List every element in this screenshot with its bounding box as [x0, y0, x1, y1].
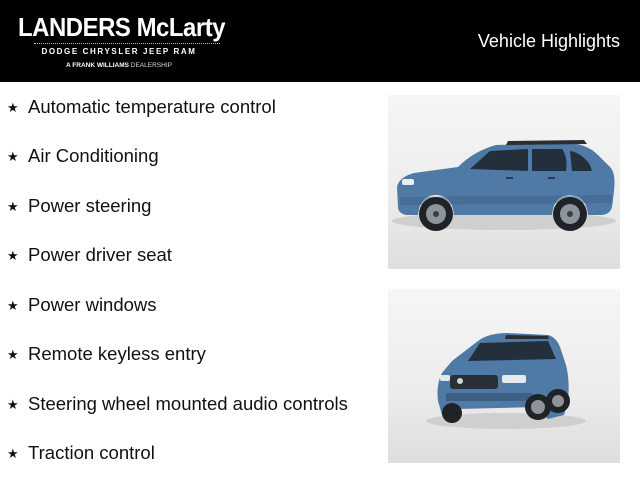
star-icon: ★ [7, 99, 19, 115]
feature-item [7, 389, 348, 419]
feature-label: Power driver seat [28, 244, 172, 265]
suv-front-illustration [388, 289, 620, 463]
feature-label: Power windows [28, 294, 157, 315]
star-icon: ★ [7, 396, 19, 412]
vehicle-photo-side[interactable] [388, 95, 620, 269]
feature-label: Traction control [28, 442, 155, 463]
feature-item [7, 191, 151, 221]
logo-brands: DODGE CHRYSLER JEEP RAM [41, 47, 197, 56]
feature-label: Steering wheel mounted audio controls [28, 393, 348, 414]
star-icon: ★ [7, 445, 19, 461]
star-icon: ★ [7, 247, 19, 263]
feature-item [7, 339, 206, 369]
feature-item [7, 290, 157, 320]
star-icon: ★ [7, 148, 19, 164]
feature-item [7, 92, 276, 122]
feature-label: Automatic temperature control [28, 96, 276, 117]
star-icon: ★ [7, 198, 19, 214]
page-header [0, 0, 640, 82]
logo-tagline-suffix: DEALERSHIP [130, 62, 172, 69]
feature-label: Air Conditioning [28, 145, 159, 166]
logo-tagline [16, 62, 222, 69]
feature-item [7, 240, 172, 270]
logo-divider [34, 43, 220, 44]
feature-item [7, 438, 155, 468]
vehicle-photo-front[interactable] [388, 289, 620, 463]
star-icon: ★ [7, 346, 19, 362]
suv-side-illustration [388, 95, 620, 269]
dealer-logo[interactable] [16, 12, 226, 74]
page-title: Vehicle Highlights [477, 31, 620, 51]
logo-tagline-prefix: A FRANK WILLIAMS [66, 62, 129, 69]
feature-label: Power steering [28, 195, 152, 216]
feature-label: Remote keyless entry [28, 343, 206, 364]
logo-wordmark: LANDERS McLarty [18, 12, 226, 42]
feature-item [7, 141, 159, 171]
star-icon: ★ [7, 297, 19, 313]
